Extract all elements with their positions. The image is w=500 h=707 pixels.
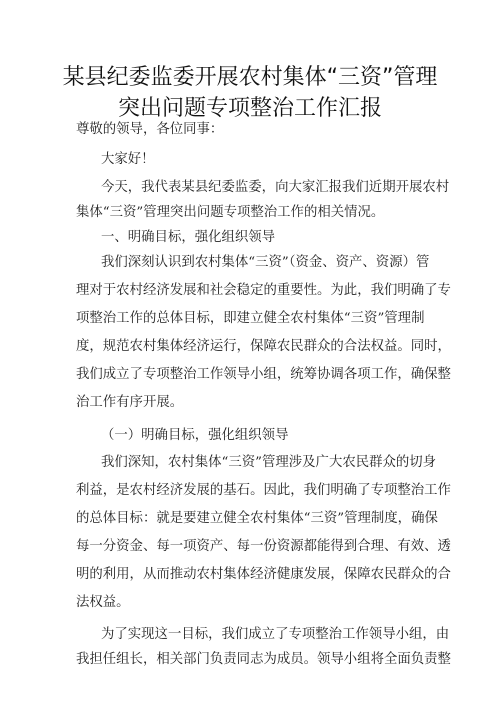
- body-line: 度，规范农村集体经济运行，保障农民群众的合法权益。同时，: [76, 339, 451, 354]
- body-line: 集体“三资”管理突出问题专项整治工作的相关情况。: [76, 205, 385, 220]
- body-line: 明的利用，从而推动农村集体经济健康发展，保障农民群众的合: [76, 567, 451, 582]
- body-line: 法权益。: [76, 595, 130, 610]
- document-title-line-2: 突出问题专项整治工作汇报: [117, 96, 382, 121]
- body-line: 我们成立了专项整治工作领导小组，统筹协调各项工作，确保整: [76, 367, 451, 382]
- document-title-line-1: 某县纪委监委开展农村集体“三资”管理: [62, 65, 438, 90]
- body-line: 利益，是农村经济发展的基石。因此，我们明确了专项整治工作: [76, 483, 451, 498]
- body-line: 理对于农村经济发展和社会稳定的重要性。为此，我们明确了专: [76, 283, 451, 298]
- body-line: 治工作有序开展。: [76, 395, 184, 410]
- body-line: 每一分资金、每一项资产、每一份资源都能得到合理、有效、透: [76, 539, 451, 554]
- body-line: 我们深知，农村集体“三资”管理涉及广大农民群众的切身: [101, 455, 437, 470]
- body-line: 我们深刻认识到农村集体“三资”（资金、资产、资源）管: [101, 255, 430, 270]
- subsection-heading: （一）明确目标，强化组织领导: [101, 428, 289, 443]
- section-heading: 一、明确目标，强化组织领导: [101, 230, 276, 245]
- body-line: 今天，我代表某县纪委监委，向大家汇报我们近期开展农村: [101, 180, 450, 195]
- body-line: 我担任组长，相关部门负责同志为成员。领导小组将全面负责整: [76, 652, 451, 667]
- body-line: 项整治工作的总体目标，即建立健全农村集体“三资”管理制: [76, 311, 425, 326]
- body-line: 的总体目标：就是要建立健全农村集体“三资”管理制度，确保: [76, 511, 438, 526]
- greeting: 大家好！: [101, 152, 155, 167]
- salutation: 尊敬的领导，各位同事：: [76, 122, 224, 137]
- body-line: 为了实现这一目标，我们成立了专项整治工作领导小组，由: [101, 627, 450, 642]
